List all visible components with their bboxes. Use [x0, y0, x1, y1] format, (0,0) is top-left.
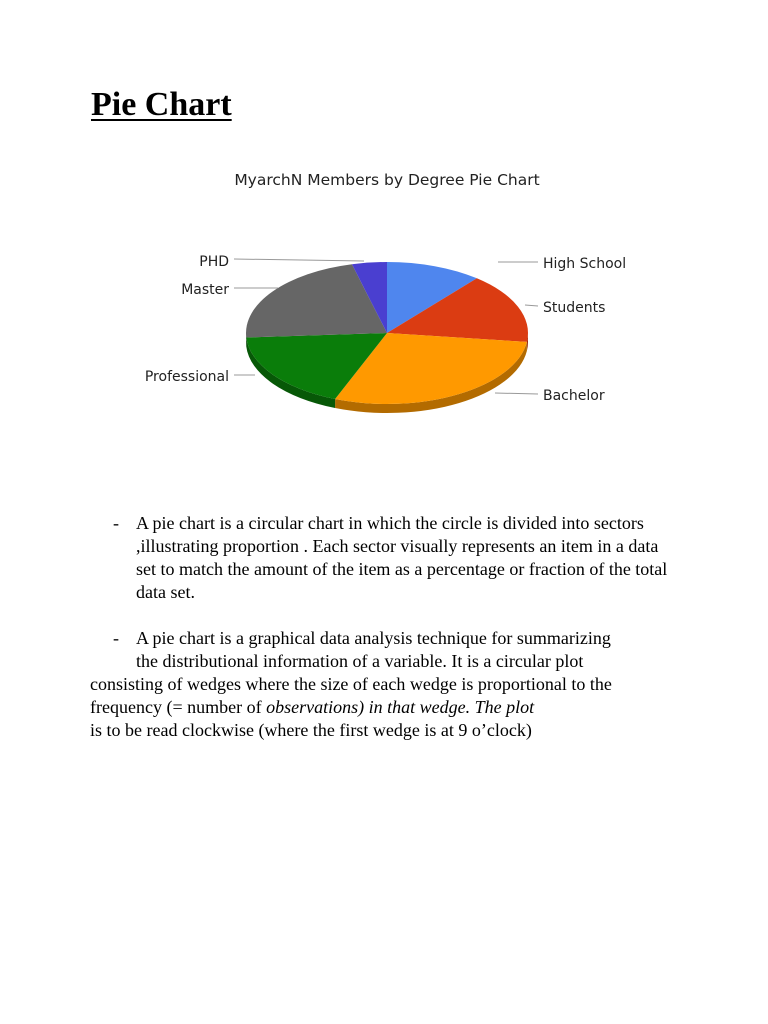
slice-label-students: Students [543, 300, 606, 316]
slice-label-bachelor: Bachelor [543, 388, 605, 404]
bullet-2-line-4-start: frequency (= number of [90, 697, 267, 717]
page-title: Pie Chart [91, 86, 232, 123]
slice-label-phd: PHD [199, 254, 229, 270]
slice-label-professional: Professional [144, 369, 229, 385]
bullet-item-2 [90, 627, 700, 742]
slice-label-master: Master [181, 282, 229, 298]
slice-label-high-school: High School [543, 256, 627, 272]
bullet-item-1 [113, 512, 673, 604]
bullet-2-line-4 [90, 696, 700, 719]
pie-chart [110, 160, 670, 420]
bullet-2-line-3: consisting of wedges where the size of each wedge is proportional to the [90, 674, 612, 694]
bullet-2-line-1: A pie chart is a graphical data analysis technique for summarizing [136, 628, 611, 648]
leader-line-students [525, 305, 538, 306]
bullet-marker: - [113, 513, 119, 533]
bullet-2-line-4-italic: observations) in that wedge. The plot [266, 697, 535, 717]
bullet-2-line-2: the distributional information of a variable. It is a circular plot [136, 651, 584, 671]
bullet-1-text: A pie chart is a circular chart in which the circle is divided into sectors ,illustrating proportion . Each sector visually represents an item in a data set to match the amount of the item as a percentage or fraction of the total data set. [136, 513, 668, 602]
pie-slices [246, 262, 528, 404]
bullet-marker: - [113, 628, 119, 648]
chart-title: MyarchN Members by Degree Pie Chart [234, 171, 540, 189]
leader-line-bachelor [495, 393, 538, 394]
leader-line-phd [234, 259, 364, 261]
bullet-2-line-5: is to be read clockwise (where the first wedge is at 9 o’clock) [90, 720, 532, 740]
